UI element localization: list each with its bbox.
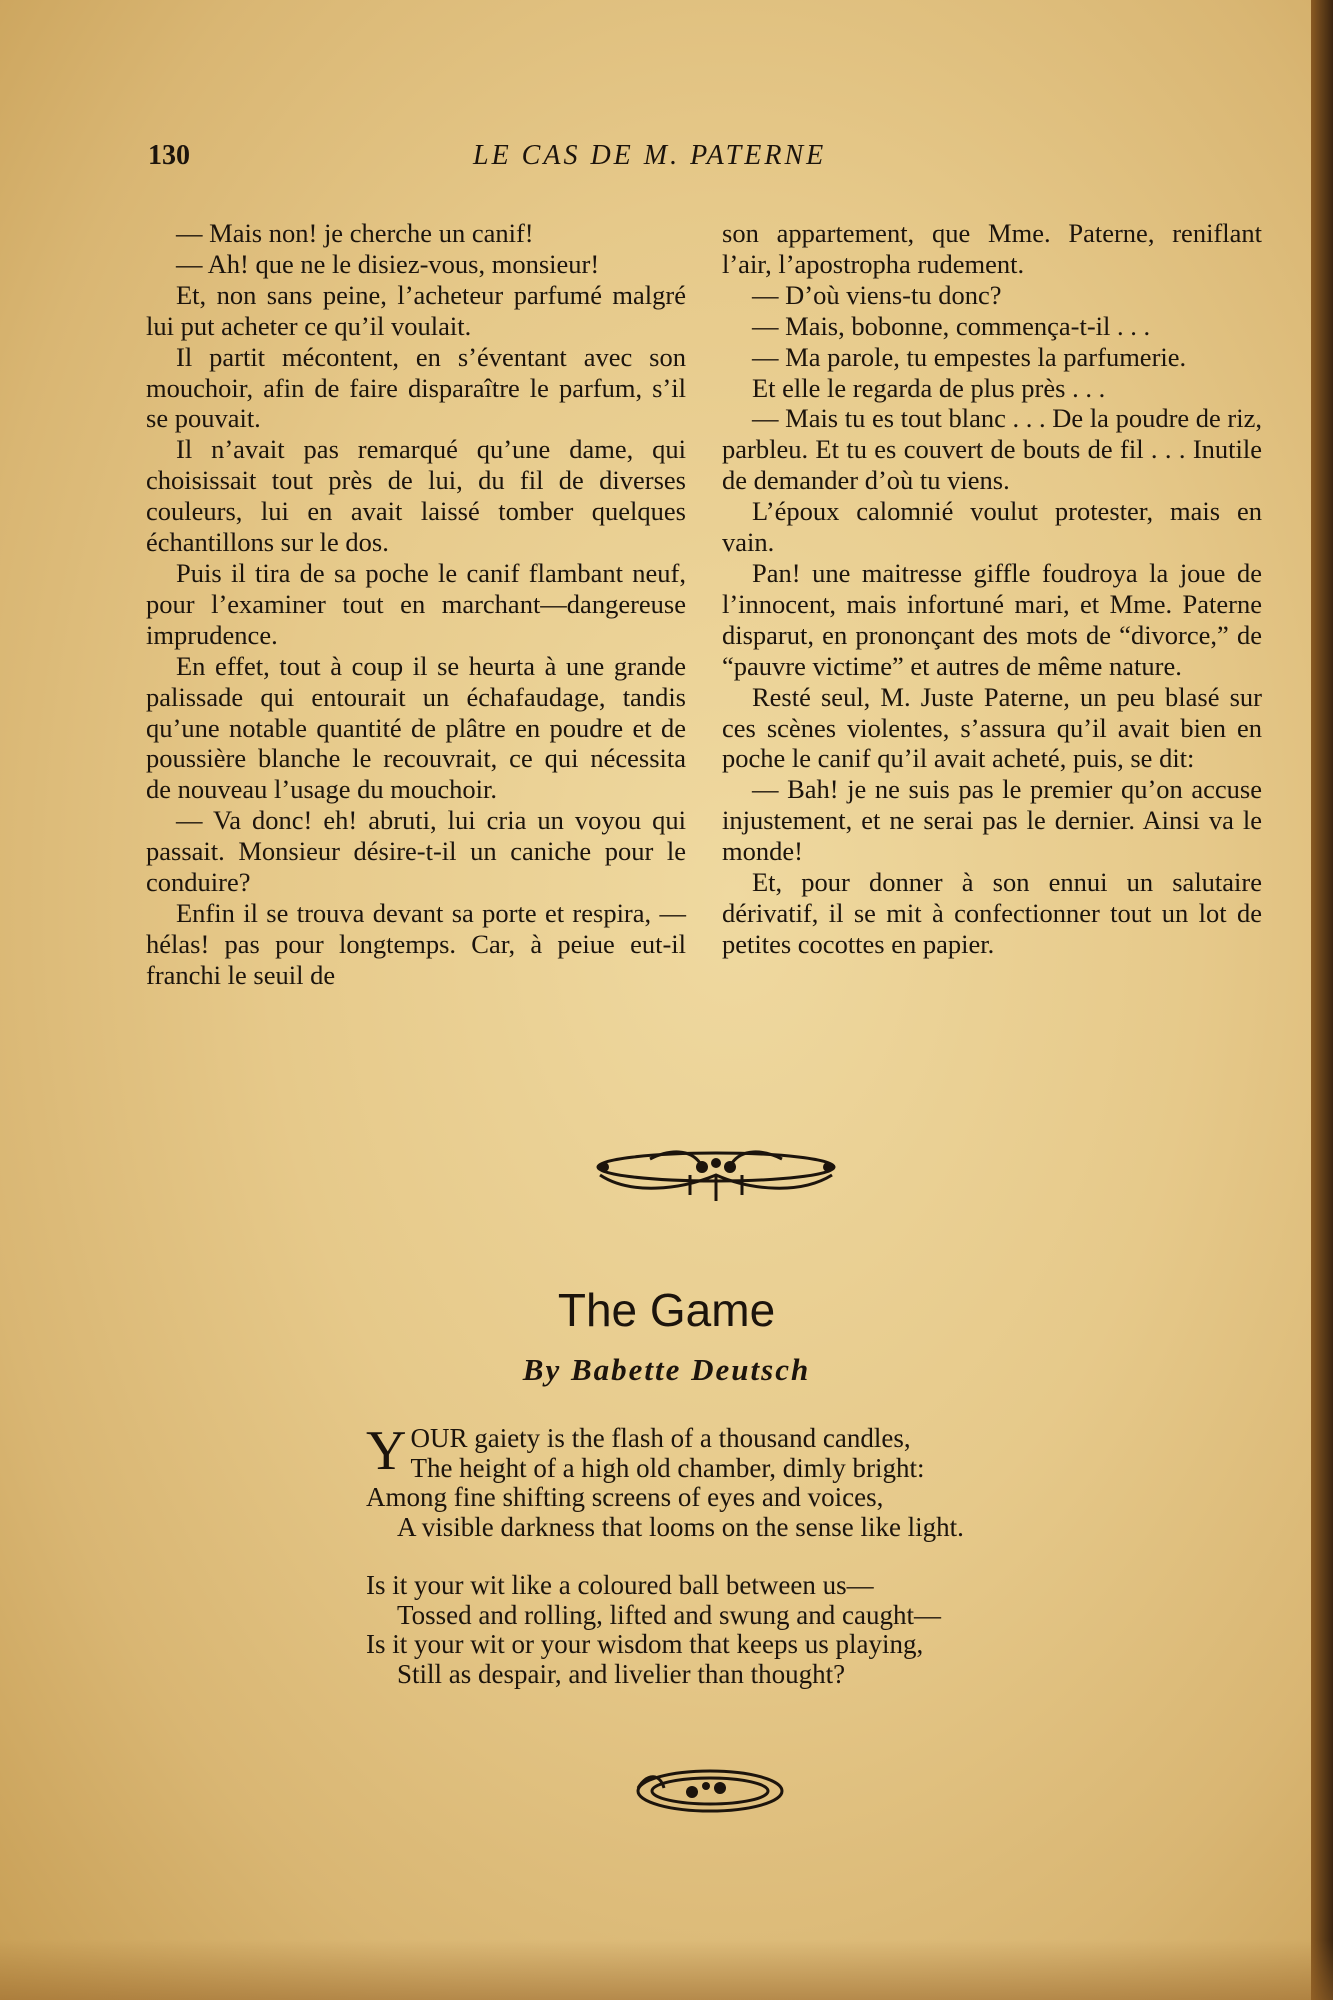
poem-line: The height of a high old chamber, dimly bright: xyxy=(410,1452,925,1483)
poem-line: Still as despair, and livelier than thought? xyxy=(397,1658,846,1689)
left-column xyxy=(146,218,686,991)
page-header xyxy=(148,140,1248,180)
paragraph: Et, pour donner à son ennui un salutaire dérivatif, il se mit à confectionner tout un lot de petites cocottes en papier. xyxy=(722,867,1262,959)
paragraph: Enfin il se trouva devant sa porte et respira, — hélas! pas pour longtemps. Car, à peiue eut-il franchi le seuil de xyxy=(146,897,686,990)
poem-line: Is it your wit or your wisdom that keeps us playing, xyxy=(366,1629,924,1659)
right-column xyxy=(722,218,1262,960)
paragraph: — Mais, bobonne, commença-t-il . . . xyxy=(752,310,1151,341)
page-bottom-shadow xyxy=(0,1940,1333,2000)
poem-line: Is it your wit like a coloured ball between us— xyxy=(366,1570,874,1600)
stanza xyxy=(366,1420,1166,1542)
poem-line: Tossed and rolling, lifted and swung and caught— xyxy=(397,1599,942,1630)
paragraph: Il n’avait pas remarqué qu’une dame, qui choisissait tout près de lui, du fil de diverses couleurs, lui en avait laissé tomber quelques échantillons sur le dos. xyxy=(146,434,686,558)
paragraph: Puis il tira de sa poche le canif flambant neuf, pour l’examiner tout en marchant—dangereuse imprudence. xyxy=(146,557,686,650)
paragraph: — Bah! je ne suis pas le premier qu’on accuse injustement, et ne serai pas le dernier. Ainsi va le monde! xyxy=(722,774,1262,867)
paragraph: L’époux calomnié voulut protester, mais en vain. xyxy=(722,496,1262,558)
paragraph: — Mais non! je cherche un canif! xyxy=(176,218,534,248)
paragraph: — Ma parole, tu empestes la parfumerie. xyxy=(752,341,1187,372)
paragraph: Et elle le regarda de plus près . . . xyxy=(752,372,1106,403)
poem-line: Among fine shifting screens of eyes and voices, xyxy=(366,1482,884,1512)
paragraph: son appartement, que Mme. Paterne, reniflant l’air, l’apostropha rudement. xyxy=(722,218,1262,279)
oval-ornament-icon xyxy=(630,1762,790,1820)
drop-cap: Y xyxy=(366,1420,407,1482)
paragraph: — Mais tu es tout blanc . . . De la poudre de riz, parbleu. Et tu es couvert de bouts de fil . . . Inutile de demander d’où tu viens. xyxy=(722,403,1262,496)
paragraph: En effet, tout à coup il se heurta à une grande palissade qui entourait un échafaudage, tandis qu’une notable quantité de plâtre en poudre et de poussière blanche le recouvrait, ce qui nécessita de nouveau l’usage du mouchoir. xyxy=(146,650,686,805)
paragraph: — D’où viens-tu donc? xyxy=(752,279,1002,310)
poem-line: OUR gaiety is the flash of a thousand candles, xyxy=(410,1423,911,1453)
paragraph: Et, non sans peine, l’acheteur parfumé malgré lui put acheter ce qu’il voulait. xyxy=(146,279,686,341)
poem-author: By Babette Deutsch xyxy=(522,1352,811,1387)
paragraph: Il partit mécontent, en s’éventant avec son mouchoir, afin de faire disparaître le parfum, s’il se pouvait. xyxy=(146,341,686,434)
poem-body xyxy=(366,1420,1166,1718)
paragraph: Resté seul, M. Juste Paterne, un peu blasé sur ces scènes violentes, s’assura qu’il avait bien en poche le canif qu’il avait acheté, puis, se dit: xyxy=(722,681,1262,774)
poem-title: The Game xyxy=(557,1284,776,1336)
flourish-ornament-icon xyxy=(590,1145,842,1205)
paragraph: — Va donc! eh! abruti, lui cria un voyou qui passait. Monsieur désire-t-il un caniche pour le conduire? xyxy=(146,805,686,898)
stanza xyxy=(366,1571,1166,1689)
page-number: 130 xyxy=(148,140,190,171)
paragraph: — Ah! que ne le disiez-vous, monsieur! xyxy=(176,248,600,279)
page-edge-shadow xyxy=(1311,0,1333,2000)
running-title: LE CAS DE M. PATERNE xyxy=(473,140,827,171)
poem-line: A visible darkness that looms on the sense like light. xyxy=(397,1511,964,1542)
paragraph: Pan! une maitresse giffle foudroya la joue de l’innocent, mais infortuné mari, et Mme. Paterne disparut, en prononçant des mots de “divorce,” de “pauvre victime” et autres de même nature. xyxy=(722,557,1262,681)
